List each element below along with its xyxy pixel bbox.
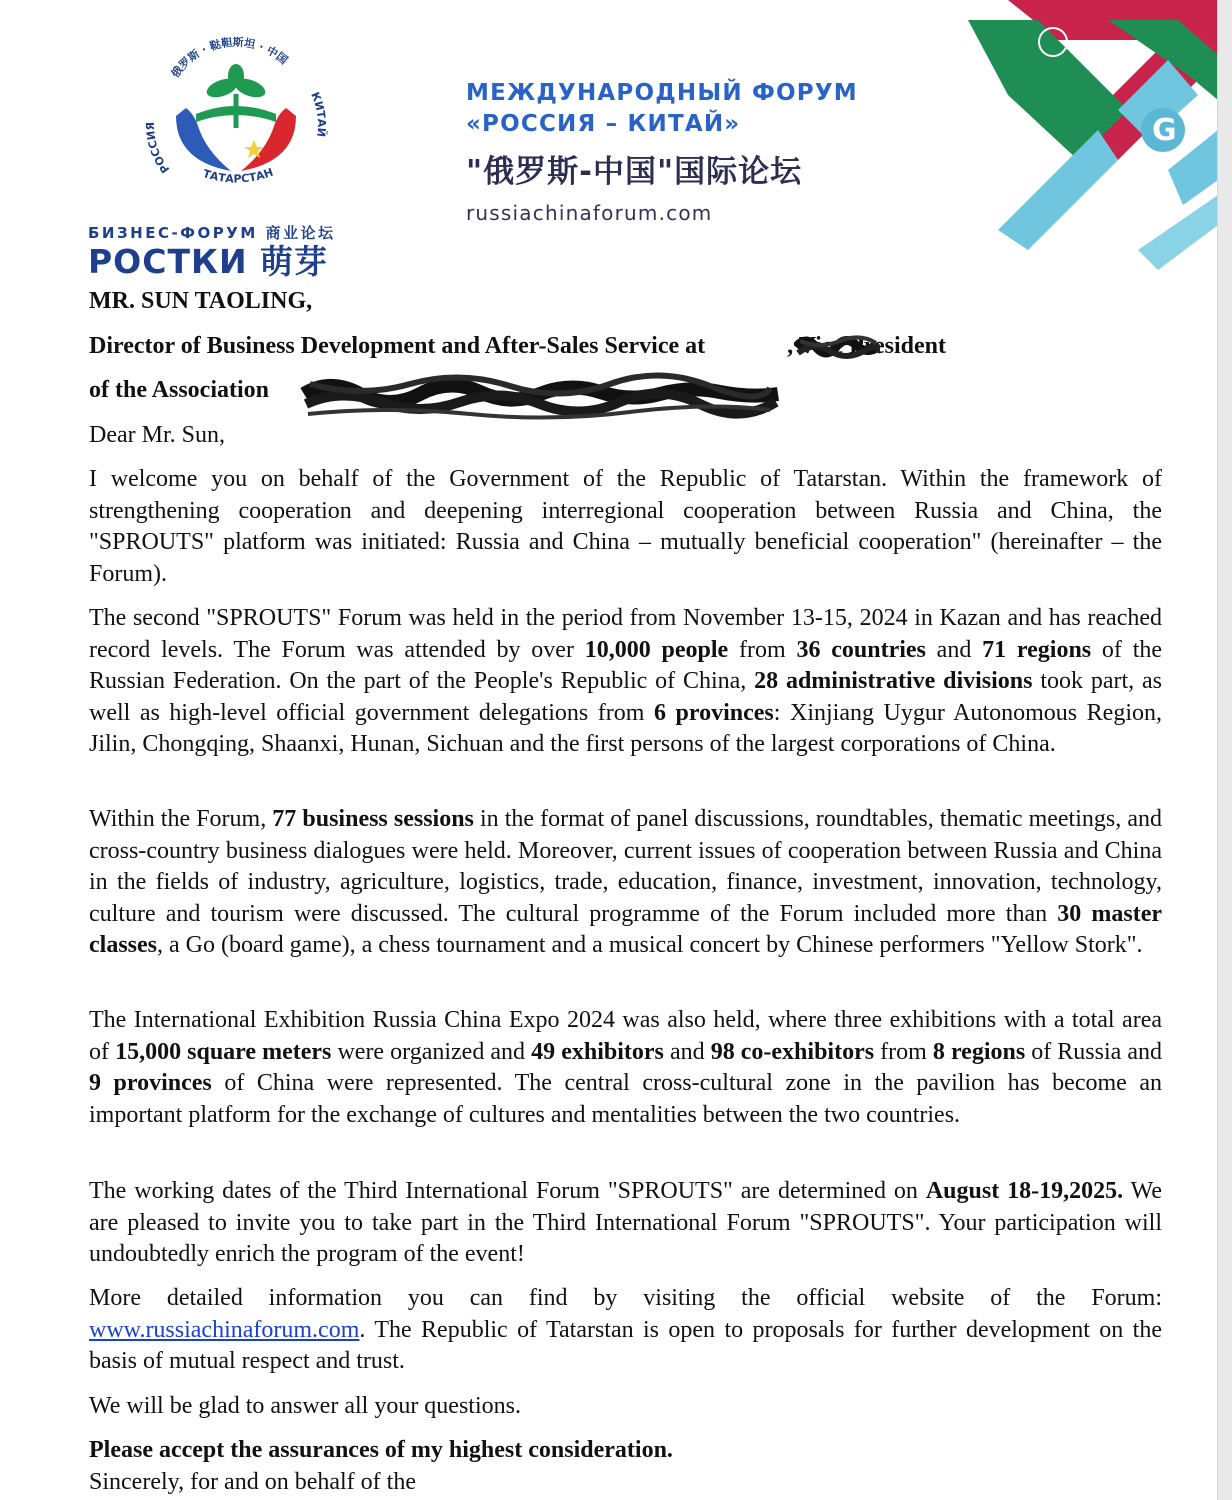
p4-text-6: of China were represented. The central cross-cultural zone in the pavilion has become an important platform for the exchange of cultures and mentalities between the two countries. [89,1070,1162,1128]
logo-subtitle: БИЗНЕС-ФОРУМ 商业论坛 [88,224,336,242]
svg-text:КИТАЙ [308,90,328,137]
forum-title-cn: "俄罗斯-中国"国际论坛 [466,154,803,190]
forum-website-link[interactable]: www.russiachinaforum.com [89,1316,360,1343]
svg-text:РОССИЯ [144,122,172,176]
p4-text-4: from [874,1038,933,1065]
paragraph-1 [89,464,1162,590]
p4-bold-co-exhibitors: 98 co-exhibitors [710,1038,875,1065]
p2-text-4: of the Russian Federation. On the part of the People's Republic of China, [89,636,1163,694]
paragraph-3 [89,804,1162,962]
p3-bold-master-classes: 30 master classes [89,900,1162,958]
corner-ornament-icon [968,0,1218,290]
emblem-top-text: 俄罗斯 · 鞑靼斯坦 · 中国 [168,36,291,81]
p3-text-3: , a Go (board game), a chess tournament and a musical concert by Chinese performers "Yellow Stork". [157,932,1143,958]
p3-bold-sessions: 77 business sessions [272,806,474,832]
p4-text-2: were organized and [331,1038,532,1065]
logo-wordmark: РОСТКИ 萌芽 [88,242,329,281]
page-edge [1217,0,1232,1500]
p2-bold-countries: 36 countries [796,636,926,663]
closing-line: Please accept the assurances of my highest consideration. [89,1437,673,1463]
p4-bold-regions: 8 regions [932,1038,1026,1065]
p2-bold-people: 10,000 people [584,636,729,663]
paragraph-5 [89,1176,1162,1271]
emblem-right-text: КИТАЙ [308,90,329,138]
p2-text-5: took part, as well as high-level official government delegations from [89,668,1162,726]
p4-text-3: and [663,1038,711,1065]
p2-text-6: : Xinjiang Uygur Autonomous Region, Jilin, Chongqing, Shaanxi, Hunan, Sichuan and the first persons of the largest corporations of China. [89,699,1162,757]
recipient-title-line2: of the Association [89,377,269,403]
p4-text-1: The International Exhibition Russia China Expo 2024 was also held, where three exhibitions with a total area of [89,1007,1162,1065]
p2-bold-provinces: 6 provinces [653,699,774,726]
sign-off-line: Sincerely, for and on behalf of the [89,1469,416,1495]
paragraph-6 [89,1283,1162,1378]
p2-text-3: and [925,636,983,663]
paragraph-7: We will be glad to answer all your questions. [89,1393,521,1419]
salutation: Dear Mr. Sun, [89,422,225,448]
svg-text:ТАТАРСТАН [201,166,275,186]
emblem-bottom-text: ТАТАРСТАН [201,165,275,186]
redaction-mark-2 [300,372,782,422]
sprouts-emblem-icon [136,36,336,186]
recipient-title-part-b: , Vice President [787,333,946,359]
forum-title-block [466,78,858,225]
svg-text:G: G [1152,113,1177,148]
sprouts-logo [86,36,386,281]
forum-website: russiachinaforum.com [466,201,713,225]
p5-text-2: We are pleased to invite you to take part in the Third International Forum "SPROUTS". Your participation will undoubtedly enrich the program of the event! [89,1178,1163,1267]
p6-text-1: More detailed information you can find by visiting the official website of the Forum: [89,1285,1162,1311]
p5-bold-dates: August 18-19,2025. [925,1178,1124,1204]
p2-text-1: The second "SPROUTS" Forum was held in the period from November 13-15, 2024 in Kazan and has reached record levels. The Forum was attended by over [89,605,1162,663]
p4-bold-provinces: 9 provinces [89,1070,212,1096]
p2-bold-regions: 71 regions [982,636,1092,663]
p5-text-1: The working dates of the Third International Forum "SPROUTS" are determined on [89,1178,926,1204]
forum-title-ru-line2: «РОССИЯ – КИТАЙ» [466,111,741,137]
p3-text-2: in the format of panel discussions, roundtables, thematic meetings, and cross-country business dialogues were held. Moreover, current issues of cooperation between Russia and China in the fields of industry, agriculture, logistics, trade, education, finance, investment, innovation, technology, culture and tourism were discussed. The cultural programme of the Forum included more than [89,806,1162,927]
p2-bold-divisions: 28 administrative divisions [754,668,1033,694]
p4-bold-exhibitors: 49 exhibitors [531,1038,664,1065]
paragraph-2 [89,603,1162,761]
p6-text-2: . The Republic of Tatarstan is open to proposals for further development on the basis of mutual respect and trust. [89,1316,1162,1374]
paragraph-1-text: I welcome you on behalf of the Government of the Republic of Tatarstan. Within the framework of strengthening cooperation and deepening interregional cooperation between Russia and China, the "SPROUTS" platform was initiated: Russia and China – mutually beneficial cooperation" (hereinafter – the Forum). [89,466,1162,587]
p3-text-1: Within the Forum, [89,806,273,832]
forum-title-ru-line1: МЕЖДУНАРОДНЫЙ ФОРУМ [466,80,858,106]
p4-text-5: of Russia and [1025,1038,1163,1065]
p4-bold-area: 15,000 square meters [115,1038,332,1065]
redaction-mark-1 [794,333,880,361]
recipient-title-part-a: Director of Business Development and After-Sales Service at [89,333,706,359]
p2-text-2: from [728,636,797,663]
recipient-name: MR. SUN TAOLING, [89,288,313,314]
emblem-left-text: РОССИЯ [143,121,173,176]
paragraph-4 [89,1005,1162,1131]
